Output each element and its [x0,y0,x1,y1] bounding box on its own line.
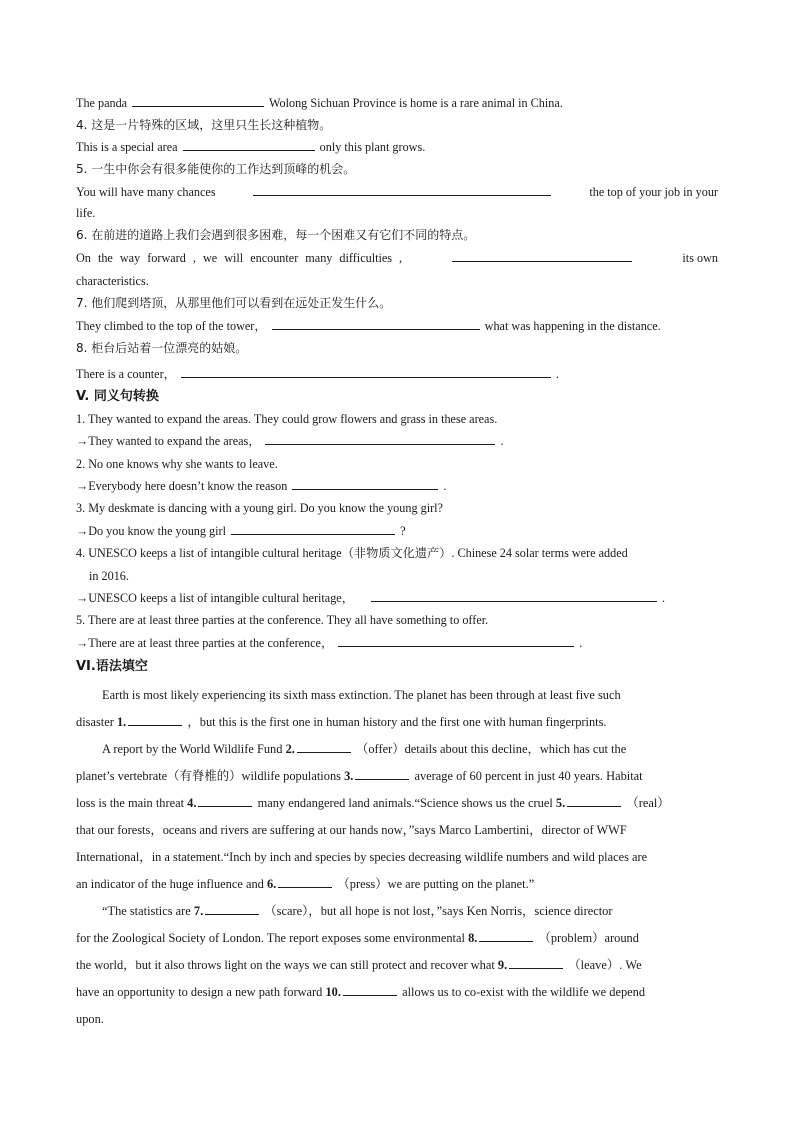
translation-line-5b: life. [76,206,96,220]
line-text: （problem）around [538,931,639,945]
line-text: “The statistics are [102,904,191,918]
line-text: →They wanted to expand the areas， [76,434,261,448]
rewrite-item-4b: in 2016. [89,569,129,583]
line-text: . [500,434,504,448]
line-text: （real） [626,796,670,810]
passage-line [76,795,670,811]
rewrite-answer-3 [76,524,405,539]
rewrite-item-2: 2. No one knows why she wants to leave. [76,457,278,471]
translation-line-6 [76,251,718,266]
line-text: . [661,591,666,605]
line-text: the world，but it also throws light on the ways we can still protect and recover what [76,958,495,972]
translation-line-6b: characteristics. [76,274,149,288]
question-6-chinese: 6. 在前进的道路上我们会遇到很多困难，每一个困难又有它们不同的特点。 [76,228,476,242]
question-4-chinese: 4. 这是一片特殊的区域，这里只生长这种植物。 [76,118,332,132]
line-text: On the way forward , we will encounter many difficulties , [76,251,403,265]
answer-blank[interactable] [231,524,395,535]
line-text: →Everybody here doesn’t know the reason [76,479,288,493]
answer-blank[interactable] [452,251,632,262]
line-text: . [579,636,583,650]
line-text: many endangered land animals.“Science shows us the cruel [257,796,553,810]
question-7-chinese: 7. 他们爬到塔顶，从那里他们可以看到在远处正发生什么。 [76,296,392,310]
answer-blank[interactable] [292,479,438,490]
rewrite-item-1: 1. They wanted to expand the areas. They could grow flowers and grass in these areas. [76,412,498,426]
answer-blank-5[interactable] [567,796,621,807]
line-text: planet’s vertebrate（有脊椎的）wildlife populations [76,769,341,783]
line-text: （offer）details about this decline，which has cut the [355,742,627,756]
line-text: A report by the World Wildlife Fund [102,742,283,756]
answer-blank[interactable] [265,434,495,445]
line-text: →UNESCO keeps a list of intangible cultural heritage， [76,591,354,605]
answer-blank[interactable] [181,367,551,378]
rewrite-item-4: 4. UNESCO keeps a list of intangible cultural heritage（非物质文化遗产）. Chinese 24 solar terms were added [76,546,628,560]
line-text: . [555,367,559,381]
line-text: （press）we are putting on the planet.” [337,877,535,891]
line-text: This is a special area [76,140,178,154]
blank-number-2: 2. [285,742,295,756]
passage-line: International，in a statement.“Inch by inch and species by species decreasing wildlife numbers and wild places are [76,850,648,864]
line-text: The panda [76,96,128,110]
translation-line-3 [76,96,563,111]
translation-line-8 [76,367,559,382]
blank-number-3: 3. [344,769,354,783]
blank-number-1: 1. [116,715,127,729]
line-text: →Do you know the young girl [76,524,226,538]
passage-line [76,768,643,784]
rewrite-answer-4 [76,591,665,606]
blank-number-4: 4. [187,796,197,810]
rewrite-answer-5 [76,636,582,651]
passage-line [76,876,534,892]
translation-line-5 [76,185,718,200]
rewrite-answer-1 [76,434,504,449]
line-text: You will have many chances [76,185,216,199]
passage-line [76,957,642,973]
answer-blank-9[interactable] [509,958,563,969]
rewrite-answer-2 [76,479,446,494]
line-text: its own [682,251,718,265]
passage-line: upon. [76,1012,104,1026]
answer-blank-1[interactable] [128,715,182,726]
answer-blank[interactable] [132,96,264,107]
passage-line [102,903,613,919]
answer-blank-7[interactable] [205,904,259,915]
line-text: ? [400,524,406,538]
section-6-heading: VI.语法填空 [76,659,148,674]
blank-number-8: 8. [468,931,478,945]
answer-blank[interactable] [371,591,657,602]
section-5-heading: V. 同义句转换 [76,389,159,404]
line-text: （leave）. We [568,958,642,972]
answer-blank[interactable] [183,140,315,151]
answer-blank-6[interactable] [278,877,332,888]
blank-number-7: 7. [193,904,204,918]
passage-line [76,930,639,946]
rewrite-item-5: 5. There are at least three parties at the conference. They all have something to offer. [76,613,489,627]
translation-line-4 [76,140,425,155]
line-text: what was happening in the distance. [484,319,661,333]
answer-blank-2[interactable] [297,742,351,753]
line-text: →There are at least three parties at the conference， [76,636,334,650]
answer-blank[interactable] [338,636,574,647]
line-text: only this plant grows. [319,140,426,154]
translation-line-7 [76,319,661,334]
passage-line: that our forests，oceans and rivers are suffering at our hands now，”says Marco Lambertini，director of WWF [76,823,627,837]
question-8-chinese: 8. 柜台后站着一位漂亮的姑娘。 [76,341,248,355]
passage-line [76,984,645,1000]
line-text: ，but this is the first one in human history and the first one with human fingerprints. [187,715,607,729]
answer-blank-3[interactable] [355,769,409,780]
line-text: an indicator of the huge influence and [76,877,264,891]
question-5-chinese: 5. 一生中你会有很多能使你的工作达到顶峰的机会。 [76,162,356,176]
passage-line [102,741,626,757]
answer-blank-10[interactable] [343,985,397,996]
blank-number-9: 9. [497,958,508,972]
answer-blank[interactable] [253,185,551,196]
passage-line [76,714,607,730]
line-text: disaster [76,715,114,729]
line-text: Wolong Sichuan Province is home is a rare animal in China. [268,96,563,110]
answer-blank-4[interactable] [198,796,252,807]
answer-blank[interactable] [272,319,480,330]
line-text: loss is the main threat [76,796,185,810]
line-text: for the Zoological Society of London. The report exposes some environmental [76,931,465,945]
blank-number-10: 10. [325,985,341,999]
line-text: have an opportunity to design a new path forward [76,985,323,999]
line-text: They climbed to the top of the tower， [76,319,267,333]
line-text: average of 60 percent in just 40 years. Habitat [414,769,643,783]
rewrite-item-3: 3. My deskmate is dancing with a young girl. Do you know the young girl? [76,501,443,515]
line-text: （scare），but all hope is not lost，”says Ken Norris，science director [264,904,613,918]
line-text: allows us to co-exist with the wildlife we depend [402,985,646,999]
passage-line: Earth is most likely experiencing its sixth mass extinction. The planet has been through at least five such [102,688,621,702]
blank-number-6: 6. [266,877,277,891]
answer-blank-8[interactable] [479,931,533,942]
line-text: There is a counter， [76,367,176,381]
line-text: . [443,479,447,493]
blank-number-5: 5. [555,796,566,810]
line-text: the top of your job in your [589,185,718,199]
